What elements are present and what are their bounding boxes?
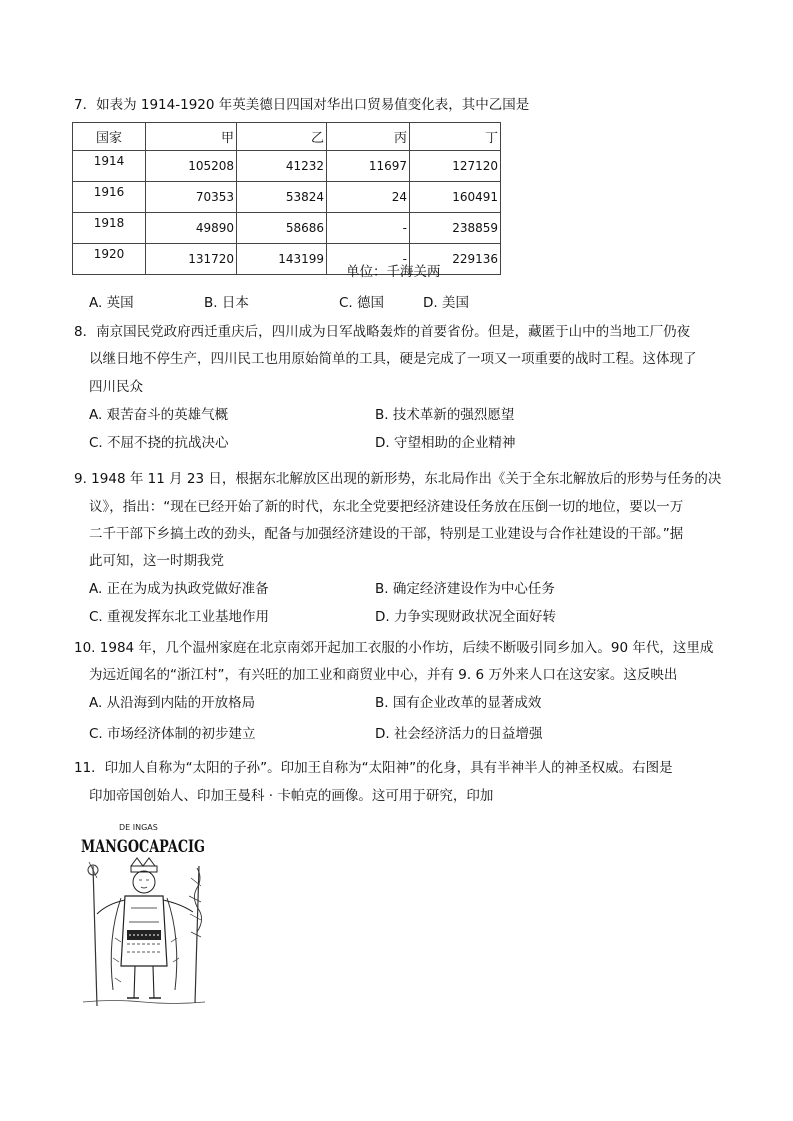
table-header-cell: 甲	[146, 123, 237, 151]
table-cell: 58686	[237, 213, 327, 244]
q8-stem-line: 以继日地不停生产，四川民工也用原始简单的工具，硬是完成了一项又一项重要的战时工程。这体现了	[89, 351, 697, 367]
q8-option-b[interactable]: B. 技术革新的强烈愿望	[375, 407, 515, 423]
table-header-cell: 丙	[327, 123, 410, 151]
q10-option-d[interactable]: D. 社会经济活力的日益增强	[375, 726, 543, 742]
table-cell: 49890	[146, 213, 237, 244]
q10-stem-line: 10. 1984 年，几个温州家庭在北京南郊开起加工衣服的小作坊，后续不断吸引同乡加入。90 年代，这里成	[74, 640, 714, 656]
q7-option-c[interactable]: C. 德国	[339, 295, 385, 311]
q9-option-c[interactable]: C. 重视发挥东北工业基地作用	[89, 609, 270, 625]
table-cell: 127120	[410, 151, 501, 182]
q8-option-d[interactable]: D. 守望相助的企业精神	[375, 435, 516, 451]
q9-option-b[interactable]: B. 确定经济建设作为中心任务	[375, 581, 555, 597]
q9-stem-line: 议》，指出：“现在已经开始了新的时代，东北全党要把经济建设任务放在压倒一切的地位，要以一万	[89, 499, 684, 515]
table-cell: -	[327, 244, 410, 275]
table-cell: 41232	[237, 151, 327, 182]
table-row	[73, 213, 501, 244]
q7-table-unit: 单位：千海关两	[346, 264, 441, 280]
table-row	[73, 151, 501, 182]
q8-option-c[interactable]: C. 不屈不挠的抗战决心	[89, 435, 229, 451]
table-cell-year: 1916	[73, 182, 146, 213]
table-cell-year: 1918	[73, 213, 146, 244]
q7-option-b[interactable]: B. 日本	[204, 295, 249, 311]
manco-capac-portrait	[79, 818, 209, 1008]
table-cell-year: 1914	[73, 151, 146, 182]
q7-stem: 7．如表为 1914-1920 年英美德日四国对华出口贸易值变化表，其中乙国是	[74, 97, 530, 113]
portrait-caption-main: MANGOCAPACIG	[81, 837, 205, 857]
table-cell: 160491	[410, 182, 501, 213]
q10-option-c[interactable]: C. 市场经济体制的初步建立	[89, 726, 256, 742]
table-cell: 53824	[237, 182, 327, 213]
table-cell: 131720	[146, 244, 237, 275]
q7-trade-table	[72, 122, 501, 275]
q9-stem-line: 9. 1948 年 11 月 23 日，根据东北解放区出现的新形势，东北局作出《关于全东北解放后的形势与任务的决	[74, 471, 722, 487]
table-header-cell: 国家	[73, 123, 146, 151]
q10-option-b[interactable]: B. 国有企业改革的显著成效	[375, 695, 542, 711]
q11-stem-line: 印加帝国创始人、印加王曼科 · 卡帕克的画像。这可用于研究，印加	[89, 788, 494, 804]
table-cell-year: 1920	[73, 244, 146, 275]
table-header-cell: 丁	[410, 123, 501, 151]
q7-option-d[interactable]: D. 美国	[423, 295, 469, 311]
table-header-cell: 乙	[237, 123, 327, 151]
q9-option-d[interactable]: D. 力争实现财政状况全面好转	[375, 609, 556, 625]
table-cell: 70353	[146, 182, 237, 213]
table-cell: 229136	[410, 244, 501, 275]
table-cell: 11697	[327, 151, 410, 182]
table-cell: 238859	[410, 213, 501, 244]
q8-option-a[interactable]: A. 艰苦奋斗的英雄气概	[89, 407, 229, 423]
table-header-row	[73, 123, 501, 151]
q9-stem-line: 此可知，这一时期我党	[89, 553, 224, 569]
q10-stem-line: 为远近闻名的“浙江村”，有兴旺的加工业和商贸业中心，并有 9. 6 万外来人口在这安家。这反映出	[89, 667, 678, 683]
q9-option-a[interactable]: A. 正在为成为执政党做好准备	[89, 581, 269, 597]
table-cell: 24	[327, 182, 410, 213]
table-cell: -	[327, 213, 410, 244]
q8-stem-line: 8．南京国民党政府西迁重庆后，四川成为日军战略轰炸的首要省份。但是，藏匿于山中的当地工厂仍夜	[74, 324, 691, 340]
q8-stem-line: 四川民众	[89, 379, 143, 395]
q9-stem-line: 二千干部下乡搞土改的劲头，配备与加强经济建设的干部，特别是工业建设与合作社建设的干部。”据	[89, 526, 684, 542]
q10-option-a[interactable]: A. 从沿海到内陆的开放格局	[89, 695, 256, 711]
table-cell: 105208	[146, 151, 237, 182]
table-row	[73, 182, 501, 213]
q7-option-a[interactable]: A. 英国	[89, 295, 134, 311]
portrait-caption-small: DE INGAS	[119, 823, 158, 832]
table-cell: 143199	[237, 244, 327, 275]
q11-stem-line: 11．印加人自称为“太阳的子孙”。印加王自称为“太阳神”的化身，具有半神半人的神圣权威。右图是	[74, 760, 673, 776]
